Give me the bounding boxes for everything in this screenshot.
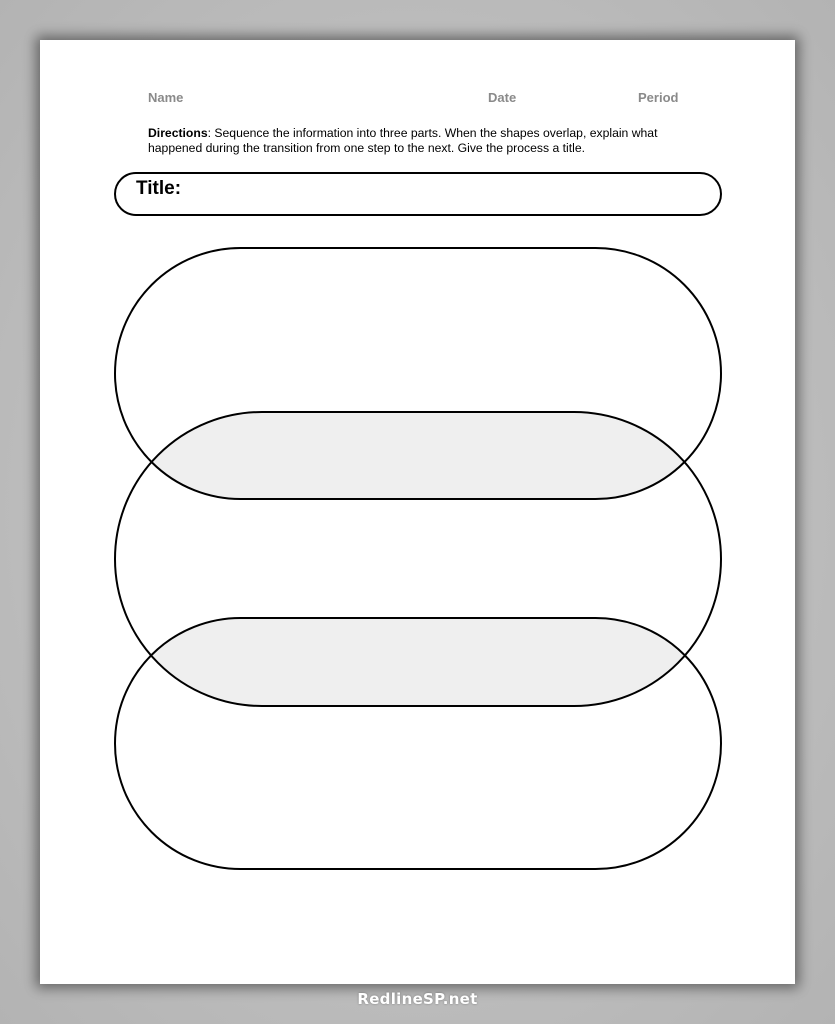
worksheet-page xyxy=(40,40,795,984)
sequence-overlap-diagram xyxy=(40,40,795,984)
directions-lead: Directions xyxy=(148,126,208,140)
directions-body: : Sequence the information into three parts. When the shapes overlap, explain what happened during the transition from one step to the next. Give the process a title. xyxy=(148,126,658,155)
watermark: RedlineSP.net xyxy=(357,990,478,1008)
date-label: Date xyxy=(488,90,517,105)
title-label: Title: xyxy=(136,178,182,199)
period-label: Period xyxy=(638,90,679,105)
name-label: Name xyxy=(148,90,184,105)
